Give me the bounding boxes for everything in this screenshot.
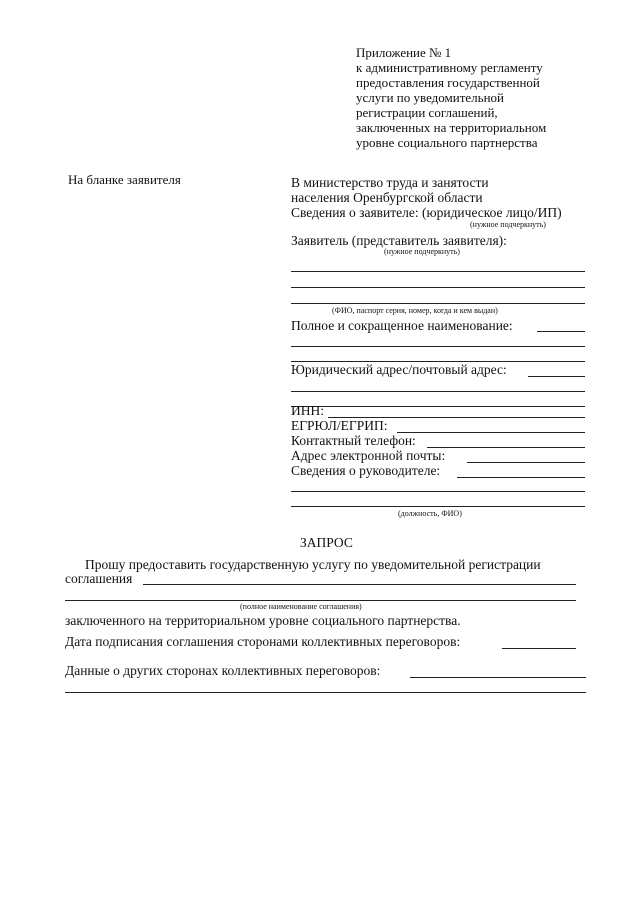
- phone-label: Контактный телефон:: [291, 433, 416, 448]
- appendix-line: Приложение № 1: [356, 45, 452, 60]
- other-parties-field[interactable]: [410, 677, 586, 678]
- underline-hint: (нужное подчеркнуть): [384, 247, 460, 256]
- fill-line[interactable]: [291, 303, 585, 304]
- underline-hint: (нужное подчеркнуть): [470, 220, 546, 229]
- head-label: Сведения о руководителе:: [291, 463, 441, 478]
- fill-line[interactable]: [291, 271, 585, 272]
- request-title: ЗАПРОС: [300, 535, 353, 550]
- sign-date-label: Дата подписания соглашения сторонами коллективных переговоров:: [65, 634, 461, 649]
- fill-line[interactable]: [291, 491, 585, 492]
- email-field[interactable]: [467, 462, 585, 463]
- appendix-line: заключенных на территориальном: [356, 120, 547, 135]
- fill-line[interactable]: [291, 391, 585, 392]
- request-intro: Прошу предоставить государственную услугу по уведомительной регистрации: [85, 557, 541, 572]
- fill-line[interactable]: [291, 406, 585, 407]
- inn-label: ИНН:: [291, 403, 324, 418]
- appendix-line: регистрации соглашений,: [356, 105, 498, 120]
- agreement-label: соглашения: [65, 571, 133, 586]
- letterhead-note: На бланке заявителя: [68, 172, 181, 187]
- fill-line[interactable]: [291, 287, 585, 288]
- full-name-field[interactable]: [537, 331, 585, 332]
- phone-field[interactable]: [427, 447, 585, 448]
- address-field[interactable]: [528, 376, 585, 377]
- applicant-label: Заявитель (представитель заявителя):: [291, 233, 507, 248]
- concluded-text: заключенного на территориальном уровне социального партнерства.: [65, 613, 461, 628]
- fill-line[interactable]: [291, 506, 585, 507]
- applicant-info-label: Сведения о заявителе: (юридическое лицо/ИП): [291, 205, 562, 220]
- agreement-caption: (полное наименование соглашения): [240, 602, 362, 611]
- email-label: Адрес электронной почты:: [291, 448, 446, 463]
- appendix-line: услуги по уведомительной: [356, 90, 504, 105]
- addressee-line-2: населения Оренбургской области: [291, 190, 483, 205]
- egrul-field[interactable]: [397, 432, 585, 433]
- full-name-label: Полное и сокращенное наименование:: [291, 318, 513, 333]
- head-caption: (должность, ФИО): [398, 509, 462, 518]
- fio-caption: (ФИО, паспорт серия, номер, когда и кем выдан): [332, 306, 498, 315]
- head-field[interactable]: [457, 477, 585, 478]
- fill-line[interactable]: [65, 692, 586, 693]
- fill-line[interactable]: [65, 600, 576, 601]
- sign-date-field[interactable]: [502, 648, 576, 649]
- appendix-line: предоставления государственной: [356, 75, 540, 90]
- appendix-line: уровне социального партнерства: [356, 135, 538, 150]
- appendix-line: к административному регламенту: [356, 60, 543, 75]
- egrul-label: ЕГРЮЛ/ЕГРИП:: [291, 418, 388, 433]
- agreement-field[interactable]: [143, 584, 576, 585]
- address-label: Юридический адрес/почтовый адрес:: [291, 362, 507, 377]
- appendix-block: [356, 45, 546, 150]
- fill-line[interactable]: [291, 346, 585, 347]
- addressee-line-1: В министерство труда и занятости: [291, 175, 489, 190]
- other-parties-label: Данные о других сторонах коллективных переговоров:: [65, 663, 381, 678]
